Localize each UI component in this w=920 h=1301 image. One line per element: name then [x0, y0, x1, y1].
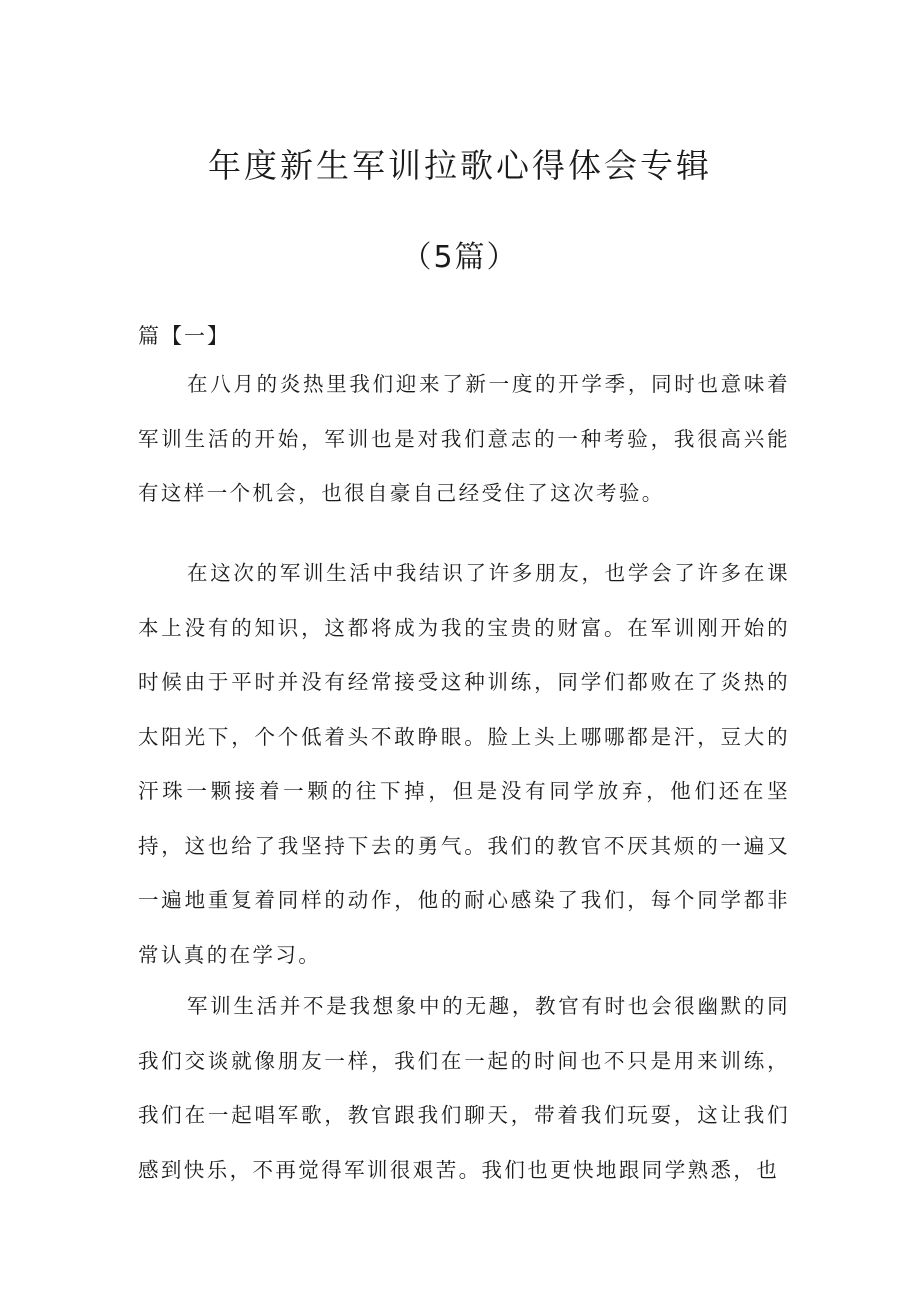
paragraph-2: 在这次的军训生活中我结识了许多朋友，也学会了许多在课本上没有的知识，这都将成为我的宝贵的财富。在军训刚开始的时候由于平时并没有经常接受这种训练，同学们都败在了炎热的太阳光下，个个低着头不敢睁眼。脸上头上哪哪都是汗，豆大的汗珠一颗接着一颗的往下掉，但是没有同学放弃，他们还在坚持，这也给了我坚持下去的勇气。我们的教官不厌其烦的一遍又一遍地重复着同样的动作，他的耐心感染了我们，每个同学都非常认真的在学习。: [138, 561, 790, 967]
document-title: 年度新生军训拉歌心得体会专辑: [208, 146, 712, 185]
paragraph-3: 军训生活并不是我想象中的无趣，教官有时也会很幽默的同我们交谈就像朋友一样，我们在一起的时间也不只是用来训练，我们在一起唱军歌，教官跟我们聊天，带着我们玩耍，这让我们感到快乐，不再觉得军训很艰苦。我们也更快地跟同学熟悉，也: [138, 994, 790, 1182]
section-heading: 篇【一】: [138, 324, 230, 348]
document-subtitle: （5篇）: [401, 240, 519, 275]
paragraph-1: 在八月的炎热里我们迎来了新一度的开学季，同时也意味着军训生活的开始，军训也是对我们意志的一种考验，我很高兴能有这样一个机会，也很自豪自己经受住了这次考验。: [138, 372, 790, 505]
